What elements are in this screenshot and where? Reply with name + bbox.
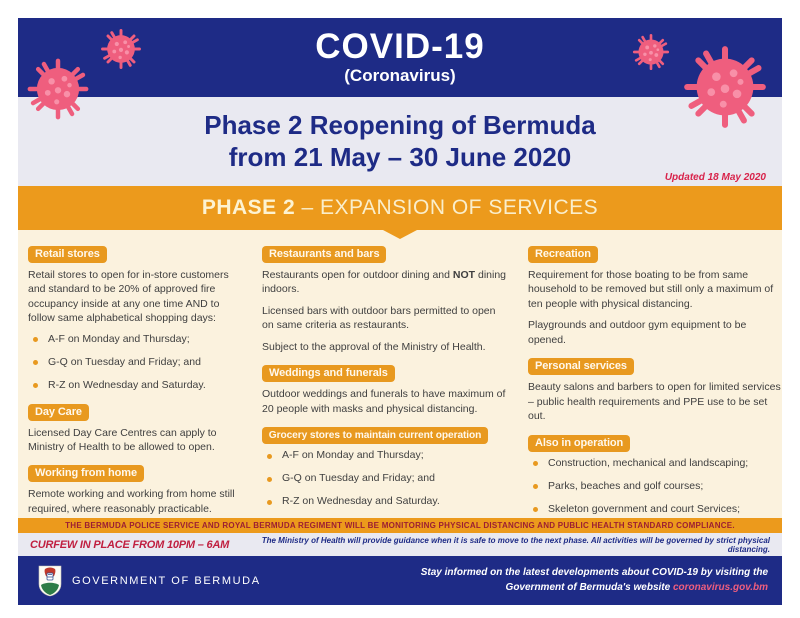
- phase2-banner: [18, 186, 782, 230]
- banner-title-bold: PHASE 2: [201, 196, 296, 219]
- coronavirus-website-link[interactable]: coronavirus.gov.bm: [672, 581, 768, 593]
- virus-icon: [100, 28, 142, 70]
- curfew-text: CURFEW IN PLACE FROM 10PM – 6AM: [30, 538, 230, 551]
- column-1: [28, 244, 242, 518]
- bullet-item: A-F on Monday and Thursday;: [28, 333, 242, 347]
- updated-date: Updated 18 May 2020: [664, 172, 766, 183]
- phase-band: [18, 97, 782, 186]
- police-notice-strip: [18, 518, 782, 533]
- ministry-note: The Ministry of Health will provide guidance when it is safe to move to the next phase. All activities will be governed by strict physical distancing.: [261, 535, 770, 554]
- section: [28, 402, 242, 455]
- stay-informed-line1: Stay informed on the latest developments about COVID-19 by visiting the: [420, 567, 768, 578]
- section: [262, 363, 508, 416]
- poster-frame: [18, 18, 782, 605]
- section-paragraph: Subject to the approval of the Ministry of Health.: [262, 340, 486, 353]
- police-notice-text: THE BERMUDA POLICE SERVICE AND ROYAL BERMUDA REGIMENT WILL BE MONITORING PHYSICAL DISTANCING AND PUBLIC HEALTH STANDARD COMPLIANCE.: [65, 521, 735, 530]
- section: [528, 433, 782, 518]
- bullet-item: Skeleton government and court Services;: [528, 503, 782, 517]
- section-title-badge: Also in operation: [528, 435, 630, 452]
- section: [528, 356, 782, 423]
- phase-title-line1: Phase 2 Reopening of Bermuda: [204, 109, 596, 140]
- section-paragraph: Retail stores to open for in-store customers and standard to be 20% of approved fire occupancy inside at any one time AND to follow same alphabetical shopping days:: [28, 269, 229, 325]
- curfew-strip: [18, 533, 782, 556]
- section-title-badge: Day Care: [28, 404, 89, 421]
- bullet-item: R-Z on Wednesday and Saturday.: [28, 379, 242, 393]
- section-title-badge: Weddings and funerals: [262, 365, 395, 382]
- content-columns: [18, 230, 782, 518]
- bermuda-coat-of-arms-icon: [38, 565, 62, 597]
- section-paragraph: Licensed bars with outdoor bars permitted to open on same criteria as restaurants.: [262, 304, 496, 332]
- government-of-bermuda-label: GOVERNMENT OF BERMUDA: [72, 574, 261, 587]
- section-paragraph: Beauty salons and barbers to open for limited services – public health requirements and PPE use to be set out.: [528, 381, 781, 423]
- banner-title-rest: – EXPANSION OF SERVICES: [295, 196, 599, 219]
- section: [28, 244, 242, 393]
- section: [528, 244, 782, 347]
- footer-government: [38, 565, 261, 597]
- banner-notch: [383, 230, 417, 239]
- virus-icon: [26, 57, 90, 121]
- section-paragraph: Requirement for those boating to be from same household to be removed but still only a maximum of ten people with physical distancing.: [528, 269, 774, 310]
- section-paragraph: Playgrounds and outdoor gym equipment to be opened.: [528, 319, 747, 346]
- section-paragraph: Restaurants open for outdoor dining and NOT dining indoors.: [262, 269, 507, 296]
- section: [262, 244, 508, 354]
- phase-title-line2: from 21 May – 30 June 2020: [228, 141, 572, 172]
- covid-title: COVID-19: [315, 26, 485, 66]
- covid-subtitle: (Coronavirus): [344, 66, 456, 86]
- section-title-badge: Grocery stores to maintain current operation: [262, 427, 488, 444]
- footer-band: [18, 556, 782, 605]
- stay-informed-line2: [421, 581, 768, 596]
- stay-informed-text: [421, 566, 768, 595]
- virus-icon: [682, 44, 768, 130]
- bullet-item: Construction, mechanical and landscaping;: [528, 457, 782, 471]
- section-title-badge: Personal services: [528, 358, 634, 375]
- bullet-item: Parks, beaches and golf courses;: [528, 480, 782, 494]
- section-paragraph: Outdoor weddings and funerals to have maximum of 20 people with masks and physical distancing.: [262, 388, 506, 415]
- virus-icon: [632, 33, 670, 71]
- stay-informed-line2-text: Government of Bermuda's website: [505, 581, 673, 593]
- bullet-item: R-Z on Wednesday and Saturday.: [262, 495, 508, 509]
- section-paragraph: Remote working and working from home still required, where reasonably practicable.: [28, 488, 235, 515]
- bullet-item: A-F on Monday and Thursday;: [262, 449, 508, 463]
- section-title-badge: Recreation: [528, 246, 598, 263]
- bullet-item: G-Q on Tuesday and Friday; and: [28, 356, 242, 370]
- section-title-badge: Working from home: [28, 465, 144, 482]
- section: [262, 425, 508, 509]
- column-2: [262, 244, 508, 518]
- section-paragraph: Licensed Day Care Centres can apply to Ministry of Health to be allowed to open.: [28, 426, 217, 453]
- section-title-badge: Restaurants and bars: [262, 246, 386, 263]
- section-title-badge: Retail stores: [28, 246, 107, 263]
- bullet-item: G-Q on Tuesday and Friday; and: [262, 472, 508, 486]
- column-3: [528, 244, 782, 518]
- section: [28, 463, 242, 516]
